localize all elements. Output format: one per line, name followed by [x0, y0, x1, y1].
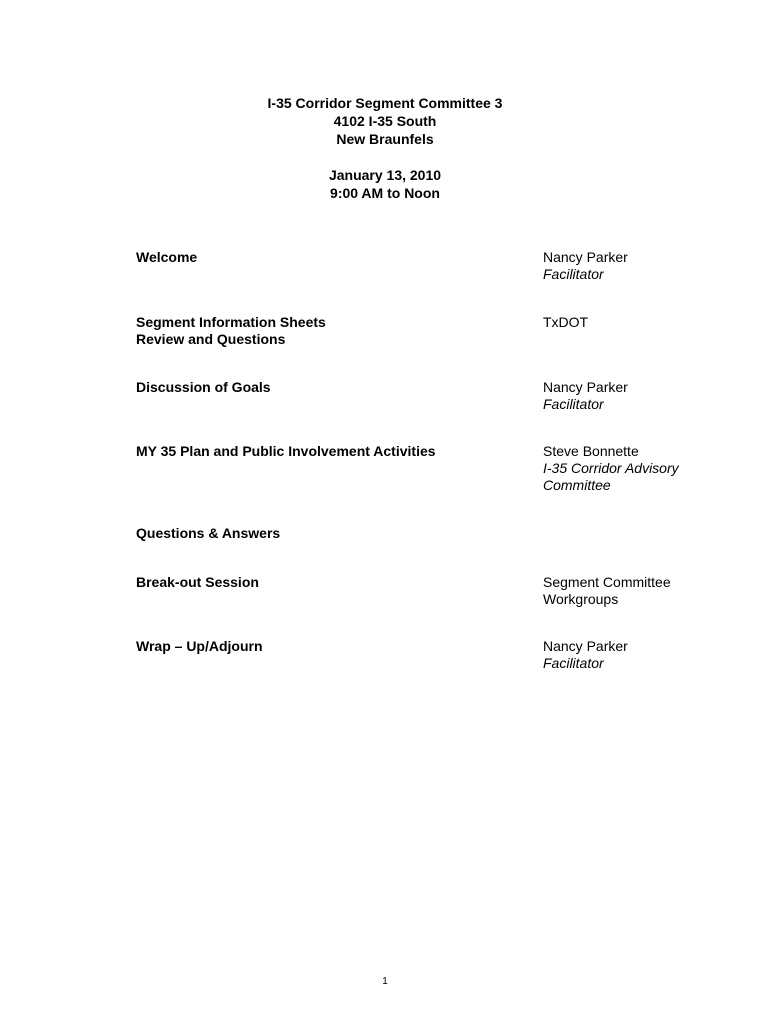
agenda-topic: Wrap – Up/Adjourn [136, 638, 263, 654]
agenda-presenter: Nancy Parker Facilitator [543, 379, 628, 412]
meeting-city: New Braunfels [336, 131, 434, 147]
meeting-date: January 13, 2010 [328, 167, 442, 183]
agenda-presenter: Steve Bonnette I-35 Corridor Advisory Committee [543, 443, 679, 493]
agenda-topic: MY 35 Plan and Public Involvement Activities [136, 443, 436, 459]
meeting-time: 9:00 AM to Noon [330, 185, 440, 201]
agenda-topic: Discussion of Goals [136, 379, 271, 395]
agenda-presenter: Nancy Parker Facilitator [543, 249, 628, 282]
agenda-topic: Segment Information Sheets Review and Questions [136, 314, 326, 347]
agenda-header [0, 94, 770, 202]
agenda-presenter: Nancy Parker Facilitator [543, 638, 628, 671]
page-number: 1 [382, 976, 388, 987]
agenda-presenter: TxDOT [543, 314, 589, 330]
meeting-title: I-35 Corridor Segment Committee 3 [267, 95, 503, 111]
agenda-presenter: Segment Committee Workgroups [543, 574, 671, 607]
meeting-address: 4102 I-35 South [333, 113, 437, 129]
agenda-topic: Welcome [136, 249, 198, 265]
agenda-topic: Break-out Session [136, 574, 259, 590]
agenda-topic: Questions & Answers [136, 525, 281, 541]
